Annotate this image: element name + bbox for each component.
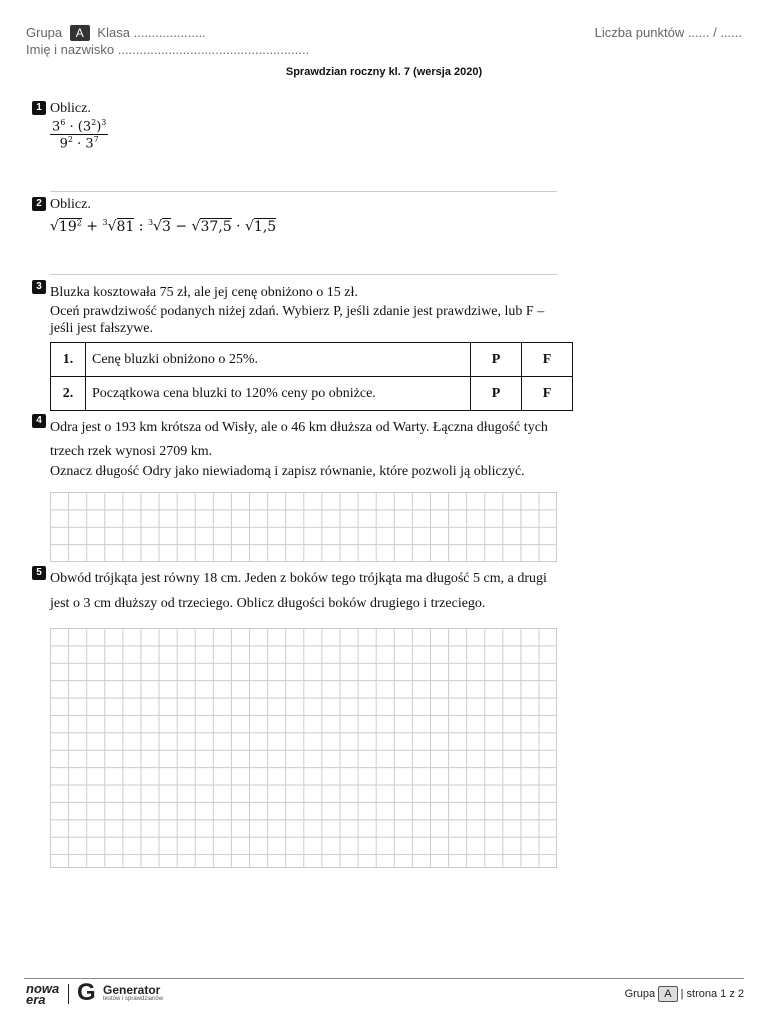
task-text: Bluzka kosztowała 75 zł, ale jej cenę obniżono o 15 zł. [50, 285, 358, 300]
task-number: 1 [32, 101, 46, 115]
statement: Cenę bluzki obniżono o 25%. [86, 343, 471, 377]
logo-divider [68, 984, 69, 1004]
option-f[interactable]: F [522, 343, 573, 377]
task-text: trzech rzek wynosi 2709 km. [50, 444, 213, 459]
page-title: Sprawdzian roczny kl. 7 (wersja 2020) [285, 66, 483, 78]
task1-expression: $\frac{3^6 \cdot (3^2)^3}{9^2 \cdot 3^7}$ [52, 118, 107, 152]
option-p[interactable]: P [471, 343, 522, 377]
task2-expression: $√19^2 + ^3√81$ : $^3$√3 − √37,5 · √1,5 [50, 218, 277, 235]
class-label: Klasa .................... [97, 25, 206, 40]
task-number: 3 [32, 280, 46, 294]
generator-title: Generator [103, 983, 161, 997]
footer-divider [24, 978, 744, 979]
table-row [51, 377, 573, 411]
task-number: 2 [32, 197, 46, 211]
task-number: 5 [32, 566, 46, 580]
page-info [625, 986, 744, 1002]
row-number: 1. [51, 343, 86, 377]
group-field [26, 25, 206, 41]
name-label: Imię i nazwisko ..................................................... [26, 42, 310, 57]
footer-group-badge: A [658, 986, 677, 1002]
divider [50, 274, 557, 275]
table-row [51, 343, 573, 377]
generator-icon: G [77, 979, 96, 1006]
task-text: jest o 3 cm dłuższy od trzeciego. Oblicz długości boków drugiego i trzeciego. [50, 596, 486, 611]
points-label: Liczba punktów ...... / ...... [594, 25, 742, 40]
group-label: Grupa [26, 25, 63, 40]
footer-group-label: Grupa [624, 988, 656, 1000]
task-text: Odra jest o 193 km krótsza od Wisły, ale o 46 km dłuższa od Warty. Łączna długość tych [50, 420, 548, 435]
true-false-table [50, 342, 573, 411]
group-badge: A [70, 25, 90, 41]
option-p[interactable]: P [471, 377, 522, 411]
answer-grid[interactable] [50, 628, 557, 868]
task-number: 4 [32, 414, 46, 428]
nowa-era-logo: nowa era [26, 981, 60, 1007]
answer-grid[interactable] [50, 492, 557, 562]
statement: Początkowa cena bluzki to 120% ceny po obniżce. [86, 377, 471, 411]
generator-subtitle: testów i sprawdzianów [103, 996, 164, 1002]
page-number: | strona 1 z 2 [680, 988, 744, 1000]
row-number: 2. [51, 377, 86, 411]
task-instruction: Oblicz. [50, 197, 91, 212]
task-text: Oceń prawdziwość podanych niżej zdań. Wybierz P, jeśli zdanie jest prawdziwe, lub F – [50, 304, 545, 319]
divider [50, 191, 557, 192]
task-text: jeśli jest fałszywe. [50, 321, 154, 336]
task-text: Obwód trójkąta jest równy 18 cm. Jeden z boków tego trójkąta ma długość 5 cm, a drugi [50, 571, 547, 586]
task-text: Oznacz długość Odry jako niewiadomą i zapisz równanie, które pozwoli ją obliczyć. [50, 464, 525, 479]
option-f[interactable]: F [522, 377, 573, 411]
task-instruction: Oblicz. [50, 101, 91, 116]
